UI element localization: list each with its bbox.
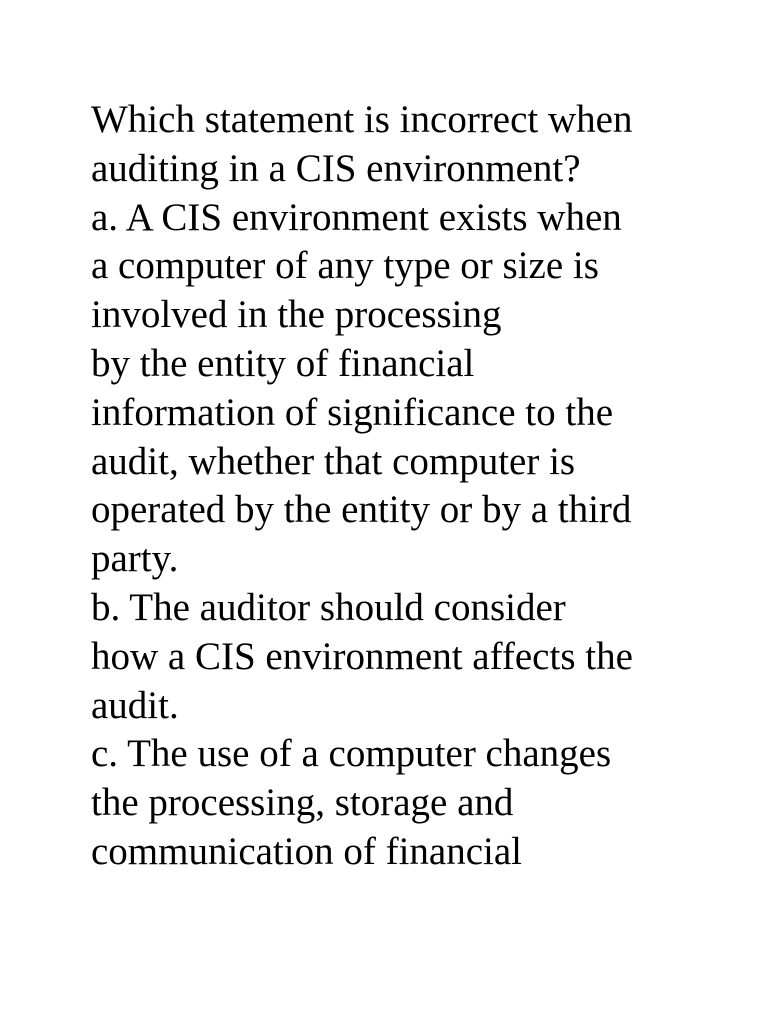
option-a-line: a computer of any type or size is xyxy=(91,244,599,288)
option-a-line: by the entity of financial xyxy=(91,341,475,385)
option-c-line: c. The use of a computer changes xyxy=(91,732,612,776)
question-line: auditing in a CIS environment? xyxy=(91,146,581,190)
option-c-line: communication of financial xyxy=(91,829,523,873)
option-a-line: operated by the entity or by a third xyxy=(91,488,632,532)
option-b-line: b. The auditor should consider xyxy=(91,585,566,629)
option-a-line: involved in the processing xyxy=(91,293,502,337)
option-a-line: a. A CIS environment exists when xyxy=(91,195,622,239)
option-a-line: audit, whether that computer is xyxy=(91,439,576,483)
question-line: Which statement is incorrect when xyxy=(91,98,633,141)
option-b-line: audit. xyxy=(91,683,179,727)
option-a-line: party. xyxy=(91,537,179,581)
option-b-line: how a CIS environment affects the xyxy=(91,634,633,678)
option-c-line: the processing, storage and xyxy=(91,781,514,825)
question-text xyxy=(91,96,731,877)
option-a-line: information of significance to the xyxy=(91,390,614,434)
